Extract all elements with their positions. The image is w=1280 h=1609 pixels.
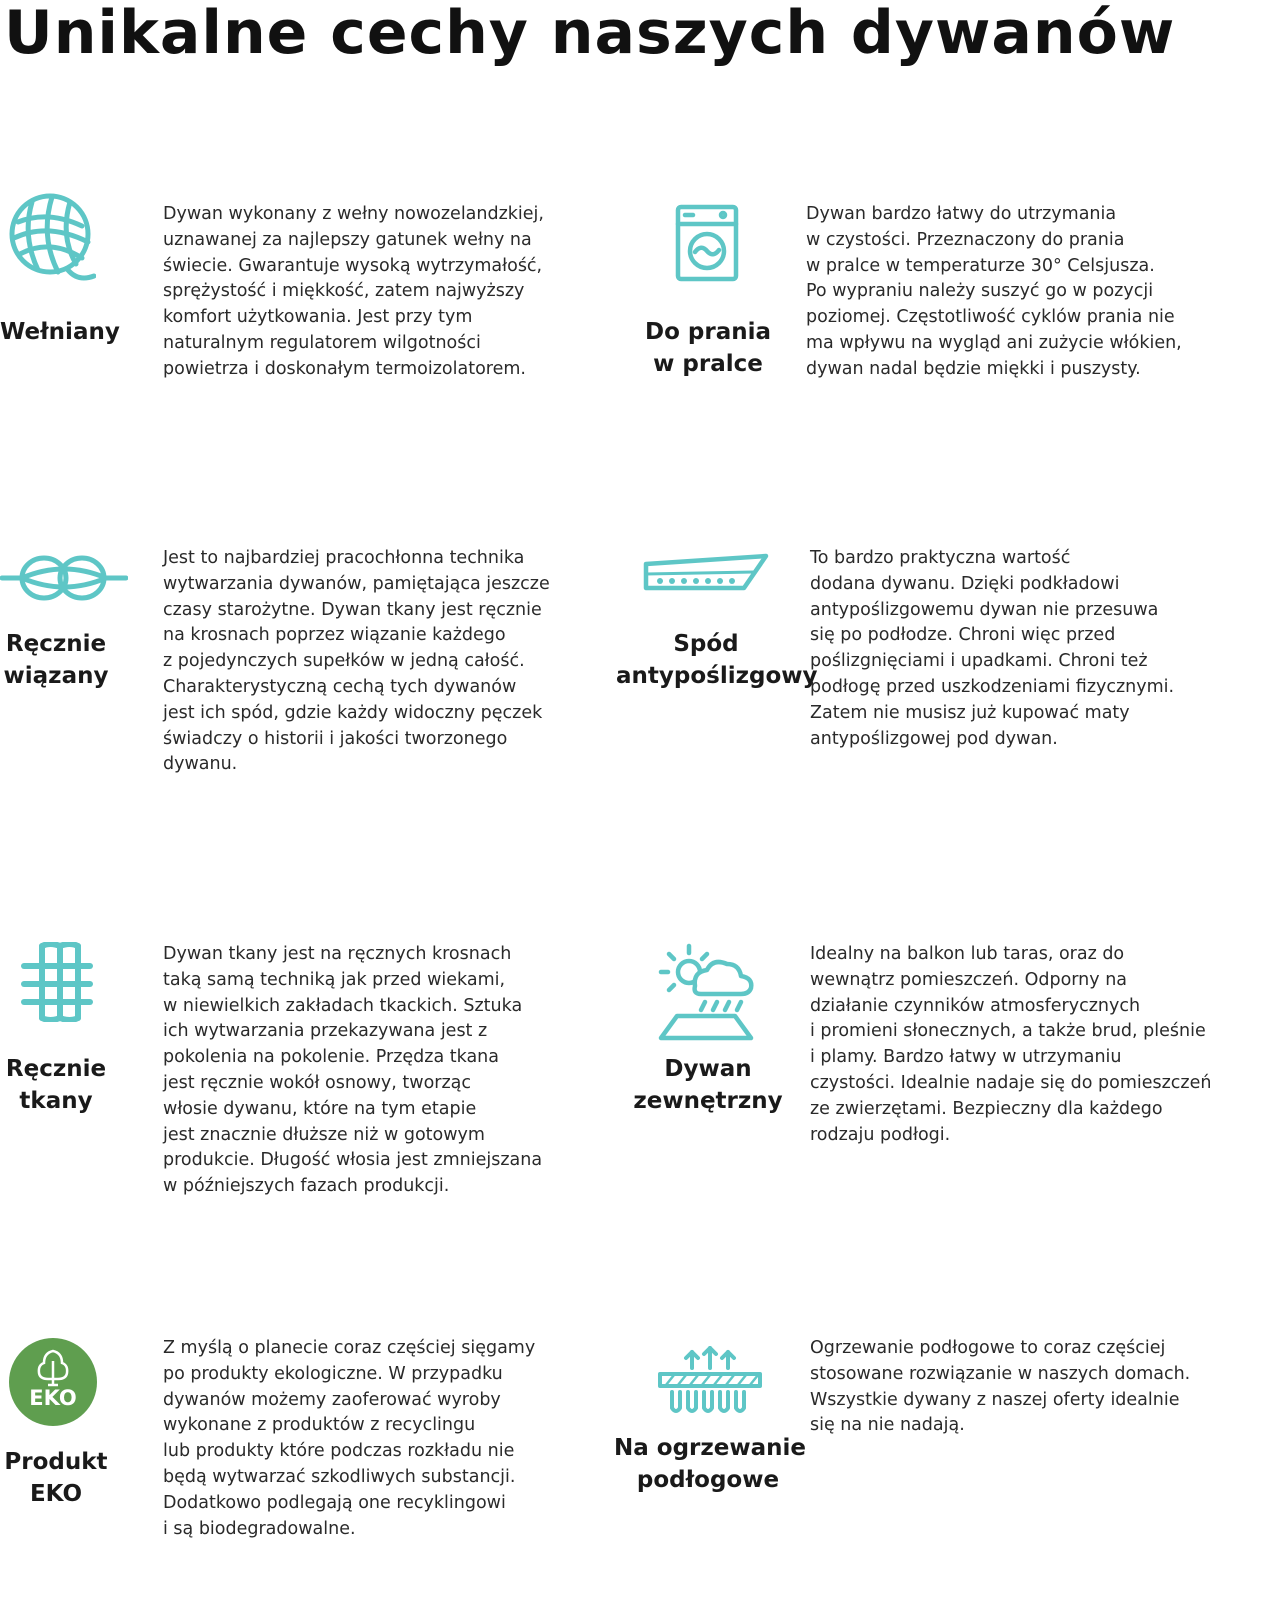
description-line: w pralce w temperaturze 30° Celsjusza.: [806, 255, 1155, 276]
feature-description: [163, 202, 544, 383]
description-line: w późniejszych fazach produkcji.: [163, 1176, 450, 1197]
description-line: po produkty ekologiczne. W przypadku: [163, 1363, 503, 1384]
page-title: Unikalne cechy naszych dywanów: [4, 0, 1176, 68]
description-line: antypoślizgowemu dywan nie przesuwa: [810, 599, 1159, 620]
description-line: wykonane z produktów z recyclingu: [163, 1415, 476, 1436]
description-line: poziomej. Częstotliwość cyklów prania nie: [806, 307, 1175, 328]
description-line: taką samą techniką jak przed wiekami,: [163, 969, 506, 990]
feature-label: Wełniany: [0, 319, 120, 345]
description-line: dywanów możemy zaoferować wyroby: [163, 1389, 501, 1410]
description-line: się na nie nadają.: [810, 1415, 965, 1436]
description-line: się po podłodze. Chroni więc przed: [810, 625, 1116, 646]
description-line: Po wypraniu należy suszyć go w pozycji: [806, 281, 1154, 302]
description-line: wytwarzania dywanów, pamiętająca jeszcze: [163, 573, 550, 594]
eko-badge-icon: [8, 1337, 98, 1427]
description-line: lub produkty które podczas rozkładu nie: [163, 1441, 515, 1462]
description-line: produkcie. Długość włosia jest zmniejszana: [163, 1150, 543, 1171]
description-line: powietrza i doskonałym termoizolatorem.: [163, 358, 526, 379]
description-line: świadczy o historii i jakości tworzonego: [163, 728, 508, 749]
feature-label: Na ogrzewanie podłogowe: [614, 1435, 806, 1493]
hand-woven-grid-icon: [20, 942, 94, 1022]
description-line: czasy starożytne. Dywan tkany jest ręcznie: [163, 599, 542, 620]
description-line: na krosnach poprzez wiązanie każdego: [163, 625, 506, 646]
feature-description: [163, 546, 550, 778]
description-line: ma wpływu na wygląd ani zużycie włókien,: [806, 332, 1182, 353]
feature-label: Ręcznie wiązany: [3, 631, 109, 689]
description-line: działanie czynników atmosferycznych: [810, 995, 1141, 1016]
description-line: Charakterystyczną cechą tych dywanów: [163, 676, 517, 697]
feature-description: [806, 202, 1182, 383]
description-line: antypoślizgowej pod dywan.: [810, 728, 1058, 749]
description-line: stosowane rozwiązanie w naszych domach.: [810, 1363, 1191, 1384]
description-line: Dywan tkany jest na ręcznych krosnach: [163, 944, 512, 964]
description-line: Dywan wykonany z wełny nowozelandzkiej,: [163, 204, 544, 224]
description-line: jest ich spód, gdzie każdy widoczny pęczek: [163, 702, 543, 723]
description-line: pokolenia na pokolenie. Przędza tkana: [163, 1047, 499, 1068]
description-line: jest znacznie dłuższe niż w gotowym: [163, 1124, 485, 1145]
description-line: sprężystość i miękkość, zatem najwyższy: [163, 281, 525, 302]
description-line: rodzaju podłogi.: [810, 1124, 951, 1145]
description-line: w czystości. Przeznaczony do prania: [806, 229, 1125, 250]
description-line: poślizgnięciami i upadkami. Chroni też: [810, 651, 1148, 672]
eko-badge-text: EKO: [29, 1386, 77, 1410]
description-line: To bardzo praktyczna wartość: [810, 548, 1071, 568]
description-line: wewnątrz pomieszczeń. Odporny na: [810, 969, 1128, 990]
feature-description: [163, 942, 543, 1200]
feature-label: Spód antypoślizgowy: [616, 631, 818, 689]
description-line: komfort użytkowania. Jest przy tym: [163, 307, 473, 328]
description-line: będą wytwarzać szkodliwych substancji.: [163, 1466, 516, 1487]
description-line: Zatem nie musisz już kupować maty: [810, 702, 1130, 723]
description-line: czystości. Idealnie nadaje się do pomieszczeń: [810, 1072, 1212, 1093]
description-line: naturalnym regulatorem wilgotności: [163, 332, 481, 353]
feature-description: [810, 546, 1184, 752]
description-line: uznawanej za najlepszy gatunek wełny na: [163, 229, 532, 250]
weather-outdoor-icon: [655, 942, 759, 1044]
feature-label: Do prania w pralce: [644, 319, 771, 377]
yarn-ball-icon: [8, 192, 96, 286]
description-line: z pojedynczych supełków w jedną całość.: [163, 651, 525, 672]
description-line: Idealny na balkon lub taras, oraz do: [810, 944, 1125, 964]
description-line: i plamy. Bardzo łatwy w utrzymaniu: [810, 1047, 1122, 1068]
feature-label: Produkt EKO: [4, 1449, 108, 1507]
description-line: i promieni słonecznych, a także brud, pleśnie: [810, 1021, 1206, 1042]
description-line: włosie dywanu, które na tym etapie: [163, 1098, 477, 1119]
description-line: dywan nadal będzie miękki i puszysty.: [806, 358, 1141, 379]
floor-heating-icon: [656, 1346, 764, 1416]
description-line: ich wytwarzania przekazywana jest z: [163, 1021, 488, 1042]
feature-label: Dywan zewnętrzny: [633, 1056, 783, 1114]
feature-description: [163, 1336, 538, 1542]
description-line: Dodatkowo podlegają one recyklingowi: [163, 1492, 506, 1513]
knot-icon: [0, 552, 128, 604]
description-line: dywanu.: [163, 754, 238, 775]
description-line: świecie. Gwarantuje wysoką wytrzymałość,: [163, 255, 543, 276]
description-line: Jest to najbardziej pracochłonna technika: [163, 548, 525, 568]
description-line: w niewielkich zakładach tkackich. Sztuka: [163, 995, 523, 1016]
description-line: ze zwierzętami. Bezpieczny dla każdego: [810, 1098, 1163, 1119]
feature-label: Ręcznie tkany: [5, 1056, 107, 1114]
description-line: i są biodegradowalne.: [163, 1518, 356, 1539]
washing-machine-icon: [675, 204, 739, 282]
feature-description: [810, 1336, 1191, 1439]
description-line: podłogę przed uszkodzeniami fizycznymi.: [810, 676, 1175, 697]
description-line: jest ręcznie wokół osnowy, tworząc: [163, 1072, 472, 1093]
description-line: Wszystkie dywany z naszej oferty idealnie: [810, 1389, 1180, 1410]
description-line: Z myślą o planecie coraz częściej sięgamy: [163, 1338, 536, 1358]
description-line: Ogrzewanie podłogowe to coraz częściej: [810, 1338, 1166, 1358]
description-line: Dywan bardzo łatwy do utrzymania: [806, 204, 1117, 224]
anti-slip-base-icon: [642, 552, 770, 594]
feature-description: [810, 942, 1212, 1148]
description-line: dodana dywanu. Dzięki podkładowi: [810, 573, 1120, 594]
